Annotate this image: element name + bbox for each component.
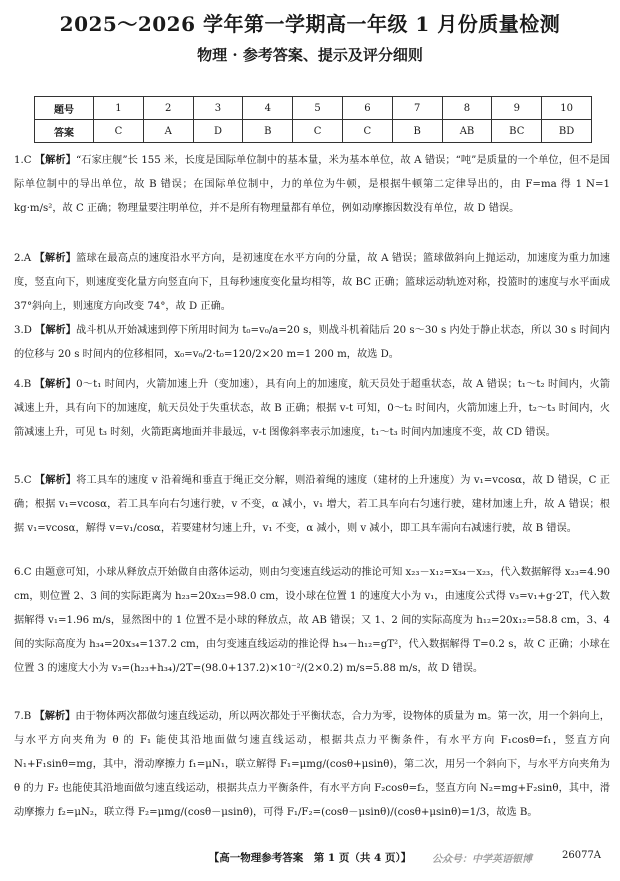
item-text: 将工具车的速度 v 沿着绳和垂直于绳正交分解，则沿着绳的速度（建材的上升速度）为 v₁=vcosα，故 D 错误，C 正确；根据 v₁=vcosα，若工具车向右匀速行驶，v 不变，α 减小，v₁ 增大，若工具车向右匀速行驶，建材加速上升，故 A 错误；根据 v₁=vcosα，解得 v=v₁/cosα，若要建材匀速上升，v₁ 不变，α 减小，则 v 减小，即工具车需向右减速行驶，故 B 错误。 (14, 475, 610, 534)
explanation-item-5 (14, 468, 610, 541)
question-number-cell: 4 (243, 97, 293, 120)
question-number-cell: 2 (143, 97, 193, 120)
question-number-cell: 9 (492, 97, 542, 120)
item-number: 4.B (14, 379, 32, 390)
question-number-cell: 8 (442, 97, 492, 120)
item-text: 篮球在最高点的速度沿水平方向，是初速度在水平方向的分量，故 A 错误；篮球做斜向上抛运动，加速度为重力加速度，竖直向下，则速度变化量方向竖直向下，且每秒速度变化量均相等，故 BC 正确；篮球运动轨迹对称，投篮时的速度与水平面成 37°斜向上，则速度方向改变 74°，故 D 正确。 (14, 253, 610, 312)
item-number: 1.C (14, 155, 32, 166)
explanation-item-1 (14, 148, 610, 221)
answer-cell: C (293, 120, 343, 143)
item-text: “石家庄舰”长 155 米，长度是国际单位制中的基本量，米为基本单位，故 A 错误；“吨”是质量的一个单位，但不是国际单位制中的导出单位，故 B 错误；在国际单位制中，力的单位为牛顿，是根据牛顿第二定律导出的，由 F=ma 得 1 N=1 kg·m/s²，故 C 正确；物理量要注明单位，并不是所有物理量都有单位，例如动摩擦因数没有单位，故 D 错误。 (14, 155, 610, 214)
analysis-tag: 【解析】 (34, 474, 77, 486)
explanation-item-7 (14, 704, 610, 825)
answer-cell: D (193, 120, 243, 143)
item-number: 7.B (14, 711, 32, 722)
item-number: 6.C (14, 567, 32, 578)
question-number-cell: 10 (542, 97, 592, 120)
page-footer (0, 846, 620, 872)
answer-cell: A (143, 120, 193, 143)
analysis-tag: 【解析】 (34, 710, 76, 722)
answer-cell: BC (492, 120, 542, 143)
footer-document-code: 26077A (562, 850, 602, 861)
answer-cell: C (94, 120, 144, 143)
answer-cell: BD (542, 120, 592, 143)
question-number-cell: 7 (392, 97, 442, 120)
footer-watermark: 公众号：中学英语银博 (432, 854, 532, 865)
question-number-cell: 6 (342, 97, 392, 120)
item-number: 5.C (14, 475, 32, 486)
item-text: 由于物体两次都做匀速直线运动，所以两次都处于平衡状态，合力为零，设物体的质量为 m。第一次，用一个斜向上，与水平方向夹角为 θ 的 F₁ 能使其沿地面做匀速直线运动，根据共点力平衡条件，有水平方向 F₁cosθ=f₁，竖直方向 N₁+F₁sinθ=mg，其中，滑动摩擦力 f₁=μN₁，联立解得 F₁=μmg/(cosθ+μsinθ)，第二次，用另一个斜向下，与水平方向夹角为 θ 的力 F₂ 也能使其沿地面做匀速直线运动，根据共点力平衡条件，有水平方向 F₂cosθ=f₂，竖直方向 N₂=mg+F₂sinθ，其中，滑动摩擦力 f₂=μN₂，联立得 F₂=μmg/(cosθ－μsinθ)，可得 F₁/F₂=(cosθ－μsinθ)/(cosθ+μsinθ)=1/3，故选 B。 (14, 711, 610, 818)
answer-table (34, 96, 592, 143)
page-subtitle: 物理 · 参考答案、提示及评分细则 (197, 46, 423, 64)
analysis-tag: 【解析】 (34, 252, 77, 264)
item-text: 战斗机从开始减速到停下所用时间为 t₀=v₀/a=20 s，则战斗机着陆后 20 s～30 s 内处于静止状态，所以 30 s 时间内的位移与 20 s 时间内的位移相同，x₀=v₀/2·t₀=120/2×20 m=1 200 m，故选 D。 (14, 325, 610, 360)
explanation-item-3 (14, 318, 610, 367)
item-number: 2.A (14, 253, 32, 264)
page-title: 2025～2026 学年第一学期高一年级 1 月份质量检测 (59, 12, 561, 36)
analysis-tag: 【解析】 (34, 154, 76, 166)
footer-page-label: 【高一物理参考答案 第 1 页（共 4 页）】 (208, 852, 412, 864)
analysis-tag: 【解析】 (34, 378, 77, 390)
answer-cell: C (342, 120, 392, 143)
answer-table-number-row (35, 97, 592, 120)
question-number-cell: 5 (293, 97, 343, 120)
explanation-item-6 (14, 560, 610, 681)
answer-cell: B (243, 120, 293, 143)
answer-header-cell: 答案 (35, 120, 94, 143)
explanation-item-2 (14, 246, 610, 319)
explanation-item-4 (14, 372, 610, 445)
answer-table-answer-row (35, 120, 592, 143)
item-text: 0～t₁ 时间内，火箭加速上升（变加速），具有向上的加速度，航天员处于超重状态，故 A 错误；t₁～t₂ 时间内，火箭减速上升，具有向下的加速度，航天员处于失重状态，故 B 正确；根据 v-t 可知，0～t₂ 时间内，火箭加速上升，t₂～t₃ 时间内，火箭减速上升，可见 t₃ 时刻，火箭距离地面并非最远，v-t 图像斜率表示加速度，t₁～t₃ 时间内加速度不变，故 CD 错误。 (14, 379, 610, 438)
answer-cell: AB (442, 120, 492, 143)
answer-cell: B (392, 120, 442, 143)
number-header-cell: 题号 (35, 97, 94, 120)
question-number-cell: 1 (94, 97, 144, 120)
item-number: 3.D (14, 325, 32, 336)
analysis-tag: 【解析】 (35, 324, 76, 336)
item-text: 由题意可知，小球从释放点开始做自由落体运动，则由匀变速直线运动的推论可知 x₂₃－x₁₂=x₃₄－x₂₃，代入数据解得 x₂₃=4.90 cm，则位置 2、3 间的实际距离为 h₂₃=20x₂₃=98.0 cm，设小球在位置 1 的速度大小为 v₁，由速度公式得 v₃=v₁+g·2T，代入数据解得 v₁=1.96 m/s，显然图中的 1 位置不是小球的释放点，故 AB 错误；又 1、2 间的实际高度为 h₁₂=20x₁₂=58.8 cm，3、4 间的实际高度为 h₃₄=20x₃₄=137.2 cm，由匀变速直线运动的推论得 h₃₄－h₁₂=gT²，代入数据解得 T=0.2 s，故 C 正确；小球在位置 3 的速度大小为 v₃=(h₂₃+h₃₄)/2T=(98.0+137.2)×10⁻²/(2×0.2) m/s=5.88 m/s，故 D 错误。 (14, 567, 610, 674)
question-number-cell: 3 (193, 97, 243, 120)
